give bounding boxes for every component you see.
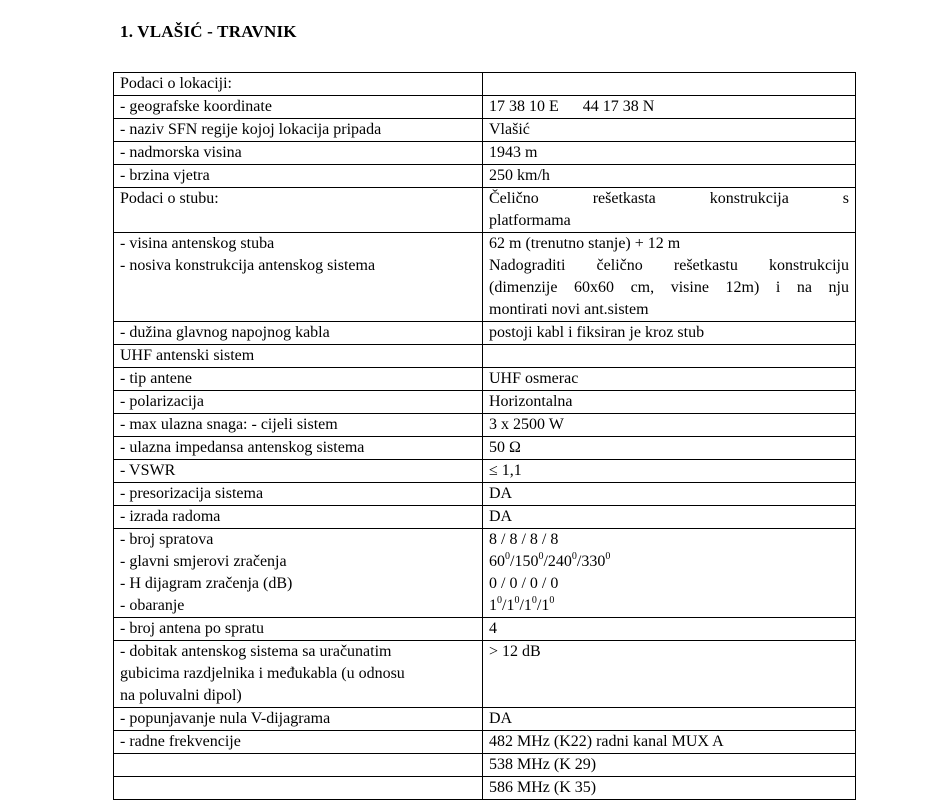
specification-table <box>113 72 856 800</box>
row-label: Podaci o lokaciji: <box>120 75 232 92</box>
table-row <box>114 641 856 708</box>
row-value-cell <box>483 391 856 414</box>
row-value: platformama <box>489 212 571 229</box>
row-value-cell <box>483 731 856 754</box>
row-label-cell <box>114 437 483 460</box>
table-row <box>114 142 856 165</box>
table-row <box>114 368 856 391</box>
row-label: - radne frekvencije <box>120 733 241 750</box>
row-label: - H dijagram zračenja (dB) <box>120 575 293 592</box>
longitude-value: 17 38 10 E <box>489 98 559 115</box>
degree-mark: 0 <box>505 550 510 562</box>
row-value: Horizontalna <box>489 393 573 410</box>
degree-mark: 0 <box>514 594 520 606</box>
angle-value: 150 <box>514 553 539 570</box>
row-label-cell <box>114 414 483 437</box>
table-row <box>114 731 856 754</box>
row-label: - popunjavanje nula V-dijagrama <box>120 710 331 727</box>
row-label: - max ulazna snaga: - cijeli sistem <box>120 416 338 433</box>
row-label-cell <box>114 506 483 529</box>
table-row <box>114 618 856 641</box>
row-label: - geografske koordinate <box>120 98 272 115</box>
row-label: - VSWR <box>120 462 176 479</box>
radiation-directions-value: $60^0/150^0/240^0/330^0$ <box>489 550 611 570</box>
degree-mark: 0 <box>571 550 577 562</box>
table-row <box>114 391 856 414</box>
row-value: 482 MHz (K22) radni kanal MUX A <box>489 733 724 750</box>
degree-mark: 0 <box>605 550 611 562</box>
table-row <box>114 506 856 529</box>
row-value: 1943 m <box>489 144 538 161</box>
row-value: > 12 dB <box>489 643 541 660</box>
row-label-cell <box>114 708 483 731</box>
row-label-cell <box>114 233 483 322</box>
row-label-cell <box>114 483 483 506</box>
row-label: gubicima razdjelnika i međukabla (u odnosu <box>120 665 405 682</box>
tilt-number: 1 <box>489 597 497 614</box>
row-label: - glavni smjerovi zračenja <box>120 553 287 570</box>
row-value <box>489 73 849 95</box>
row-label-cell <box>114 618 483 641</box>
table-row <box>114 754 856 777</box>
tilt-number: 1 <box>541 597 550 614</box>
row-label: - izrada radoma <box>120 508 221 525</box>
row-label-cell <box>114 96 483 119</box>
tilt-number: 1 <box>523 597 532 614</box>
row-label: - naziv SFN regije kojoj lokacija pripada <box>120 121 382 138</box>
row-value: Čelično rešetkasta konstrukcija s <box>489 190 849 207</box>
row-label-cell <box>114 391 483 414</box>
row-label: Podaci o stubu: <box>120 190 219 207</box>
row-value: 8 / 8 / 8 / 8 <box>489 531 559 548</box>
table-row <box>114 483 856 506</box>
table-row <box>114 414 856 437</box>
row-value: ≤ 1,1 <box>489 462 522 479</box>
table-row <box>114 777 856 800</box>
degree-mark: 0 <box>549 594 555 606</box>
table-row <box>114 96 856 119</box>
row-value: Vlašić <box>489 121 530 138</box>
row-value: DA <box>489 508 513 525</box>
document-heading: 1. VLAŠIĆ - TRAVNIK <box>120 22 297 41</box>
row-value: 586 MHz (K 35) <box>489 779 597 796</box>
row-label: na poluvalni dipol) <box>120 687 242 704</box>
row-value: 3 x 2500 W <box>489 416 564 433</box>
row-label-cell <box>114 119 483 142</box>
row-value: (dimenzije 60x60 cm, visine 12m) i na nju <box>489 279 849 296</box>
row-value-cell <box>483 641 856 708</box>
row-value-cell <box>483 437 856 460</box>
row-value: Nadograditi čelično rešetkastu konstrukciju <box>489 257 849 274</box>
table-row <box>114 708 856 731</box>
row-label: - visina antenskog stuba <box>120 235 275 252</box>
row-label <box>120 754 476 776</box>
row-label: - dobitak antenskog sistema sa uračunatim <box>120 643 392 660</box>
table-row <box>114 233 856 322</box>
row-value: postoji kabl i fiksiran je kroz stub <box>489 324 705 341</box>
row-value-cell <box>483 368 856 391</box>
row-label-cell <box>114 777 483 800</box>
table-row <box>114 345 856 368</box>
row-value-cell <box>483 483 856 506</box>
table-row <box>114 165 856 188</box>
row-label-cell <box>114 731 483 754</box>
row-label <box>120 777 476 799</box>
row-label: - broj antena po spratu <box>120 620 264 637</box>
row-value-cell <box>483 322 856 345</box>
row-label-cell <box>114 142 483 165</box>
row-value: DA <box>489 710 513 727</box>
row-label-cell <box>114 73 483 96</box>
latitude-value: 44 17 38 N <box>582 98 655 115</box>
row-value <box>489 345 849 367</box>
table-row <box>114 119 856 142</box>
degree-mark: 0 <box>497 594 502 606</box>
table-row <box>114 322 856 345</box>
row-label: - brzina vjetra <box>120 167 210 184</box>
table-row <box>114 188 856 233</box>
row-value-cell <box>483 754 856 777</box>
row-value-cell <box>483 777 856 800</box>
table-row <box>114 529 856 618</box>
row-value-cell <box>483 345 856 368</box>
row-label-cell <box>114 641 483 708</box>
row-value-cell <box>483 233 856 322</box>
degree-mark: 0 <box>531 594 537 606</box>
row-value: montirati novi ant.sistem <box>489 301 649 318</box>
row-value: DA <box>489 485 513 502</box>
row-value: 50 Ω <box>489 439 521 456</box>
row-value-cell <box>483 73 856 96</box>
row-label-cell <box>114 165 483 188</box>
degree-mark: 0 <box>538 550 544 562</box>
tilt-value: $1^0/1^0/1^0/1^0$ <box>489 594 555 614</box>
row-value-cell <box>483 529 856 618</box>
row-value: 538 MHz (K 29) <box>489 756 597 773</box>
angle-value: 60 <box>489 553 505 570</box>
row-label: - nosiva konstrukcija antenskog sistema <box>120 257 376 274</box>
row-label-cell <box>114 529 483 618</box>
row-value-cell <box>483 506 856 529</box>
table-row <box>114 73 856 96</box>
table-row <box>114 460 856 483</box>
row-label: - polarizacija <box>120 393 204 410</box>
row-value-cell <box>483 119 856 142</box>
row-value: 62 m (trenutno stanje) + 12 m <box>489 235 681 252</box>
row-value-cell <box>483 460 856 483</box>
row-value-cell <box>483 618 856 641</box>
angle-value: 330 <box>581 553 606 570</box>
row-label-cell <box>114 368 483 391</box>
row-value-cell <box>483 165 856 188</box>
row-value: 0 / 0 / 0 / 0 <box>489 575 559 592</box>
row-value-cell <box>483 188 856 233</box>
row-value-cell <box>483 414 856 437</box>
row-value <box>489 96 849 118</box>
row-label: - broj spratova <box>120 531 214 548</box>
row-value-cell <box>483 708 856 731</box>
row-label: - ulazna impedansa antenskog sistema <box>120 439 365 456</box>
row-label-cell <box>114 460 483 483</box>
row-value: UHF osmerac <box>489 370 579 387</box>
row-value-cell <box>483 96 856 119</box>
row-label: - presorizacija sistema <box>120 485 264 502</box>
tilt-number: 1 <box>506 597 515 614</box>
row-value: 4 <box>489 620 497 637</box>
row-label: - tip antene <box>120 370 192 387</box>
row-label: - nadmorska visina <box>120 144 242 161</box>
row-label: - obaranje <box>120 597 185 614</box>
row-label-cell <box>114 188 483 233</box>
row-label-cell <box>114 322 483 345</box>
table-row <box>114 437 856 460</box>
row-label-cell <box>114 345 483 368</box>
row-label: UHF antenski sistem <box>120 347 255 364</box>
angle-value: 240 <box>547 553 572 570</box>
row-label: - dužina glavnog napojnog kabla <box>120 324 330 341</box>
row-label-cell <box>114 754 483 777</box>
row-value: 250 km/h <box>489 167 550 184</box>
row-value-cell <box>483 142 856 165</box>
